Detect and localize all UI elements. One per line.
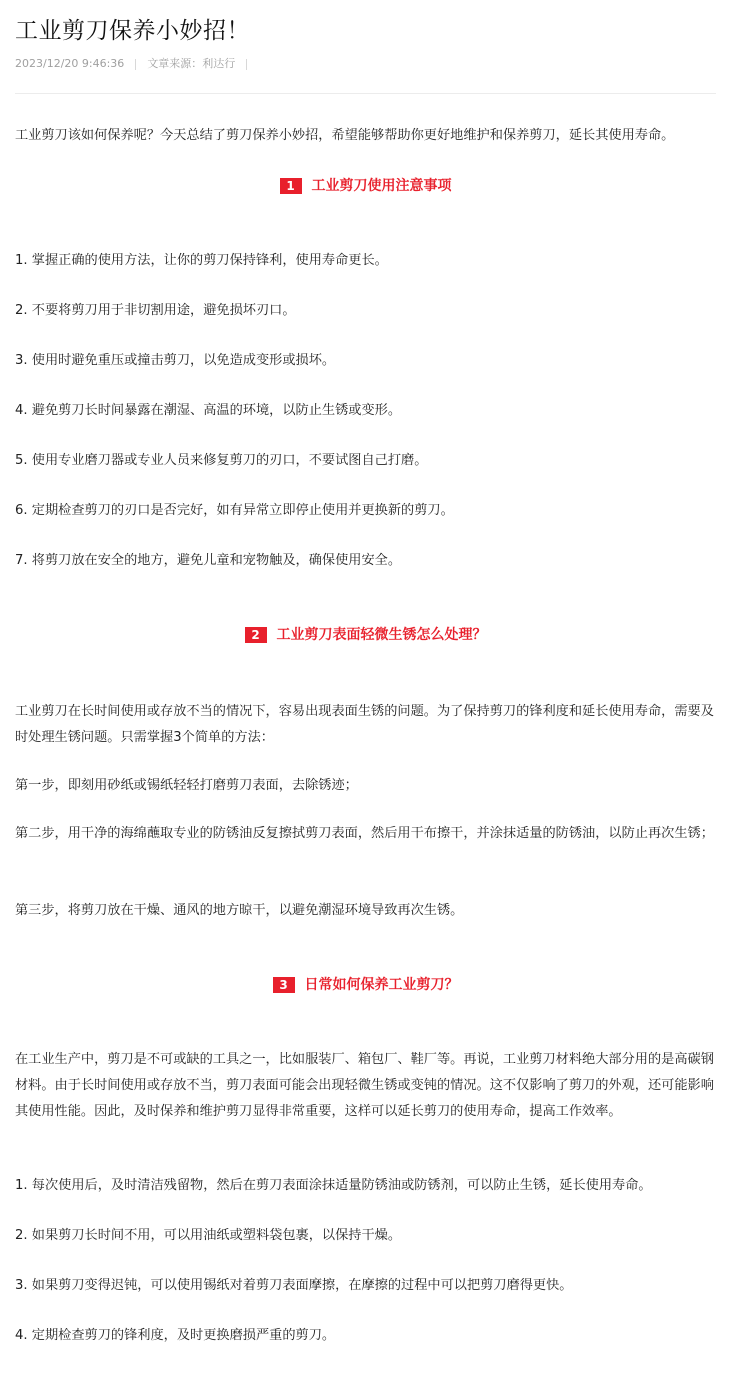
meta-separator [246,59,247,70]
list-item: 3. 使用时避免重压或撞击剪刀，以免造成变形或损坏。 [15,353,336,368]
section-number-badge: 2 [245,627,267,643]
section-number-badge: 1 [280,178,302,194]
list-item: 1. 每次使用后，及时清洁残留物，然后在剪刀表面涂抹适量防锈油或防锈剂，可以防止生锈，延长使用寿命。 [15,1178,652,1193]
page-title: 工业剪刀保养小妙招！ [15,18,250,44]
list-item: 4. 定期检查剪刀的锋利度，及时更换磨损严重的剪刀。 [15,1328,336,1343]
header-divider [15,93,716,94]
section-heading-3 [0,975,731,995]
section-heading-1 [0,176,731,196]
list-item: 2. 不要将剪刀用于非切割用途，避免损坏刃口。 [15,303,296,318]
list-item: 6. 定期检查剪刀的刃口是否完好，如有异常立即停止使用并更换新的剪刀。 [15,503,454,518]
body-paragraph: 第三步，将剪刀放在干燥、通风的地方晾干，以避免潮湿环境导致再次生锈。 [15,903,464,918]
intro-paragraph: 工业剪刀该如何保养呢？今天总结了剪刀保养小妙招，希望能够帮助你更好地维护和保养剪刀，延长其使用寿命。 [15,128,675,143]
section-heading-text: 工业剪刀使用注意事项 [311,178,452,194]
body-paragraph: 第二步，用干净的海绵蘸取专业的防锈油反复擦拭剪刀表面，然后用干布擦干，并涂抹适量的防锈油，以防止再次生锈； [15,826,714,841]
list-item: 7. 将剪刀放在安全的地方，避免儿童和宠物触及，确保使用安全。 [15,553,402,568]
body-paragraph: 第一步，即刻用砂纸或锡纸轻轻打磨剪刀表面，去除锈迹； [15,778,358,793]
article-meta [15,55,258,73]
list-item: 4. 避免剪刀长时间暴露在潮湿、高温的环境，以防止生锈或变形。 [15,403,402,418]
list-item: 1. 掌握正确的使用方法，让你的剪刀保持锋利，使用寿命更长。 [15,253,388,268]
meta-separator [135,59,136,70]
section-heading-text: 日常如何保养工业剪刀？ [304,977,459,993]
section-heading-text: 工业剪刀表面轻微生锈怎么处理？ [276,627,487,643]
body-paragraph: 在工业生产中，剪刀是不可或缺的工具之一，比如服装厂、箱包厂、鞋厂等。再说，工业剪刀材料绝大部分用的是高碳钢材料。由于长时间使用或存放不当，剪刀表面可能会出现轻微生锈或变钝的情况。这不仅影响了剪刀的外观，还可能影响其使用性能。因此，及时保养和维护剪刀显得非常重要，这样可以延长剪刀的使用寿命，提高工作效率。 [15,1052,714,1119]
list-item: 3. 如果剪刀变得迟钝，可以使用锡纸对着剪刀表面摩擦，在摩擦的过程中可以把剪刀磨得更快。 [15,1278,573,1293]
section-number-badge: 3 [273,977,295,993]
body-paragraph: 工业剪刀在长时间使用或存放不当的情况下，容易出现表面生锈的问题。为了保持剪刀的锋利度和延长使用寿命，需要及时处理生锈问题。只需掌握3个简单的方法： [15,704,714,745]
list-item: 5. 使用专业磨刀器或专业人员来修复剪刀的刃口，不要试图自己打磨。 [15,453,428,468]
section-heading-2 [0,625,731,645]
list-item: 2. 如果剪刀长时间不用，可以用油纸或塑料袋包裹，以保持干燥。 [15,1228,402,1243]
article-source: 文章来源：利达行 [147,57,236,70]
publish-date: 2023/12/20 9:46:36 [15,57,125,70]
